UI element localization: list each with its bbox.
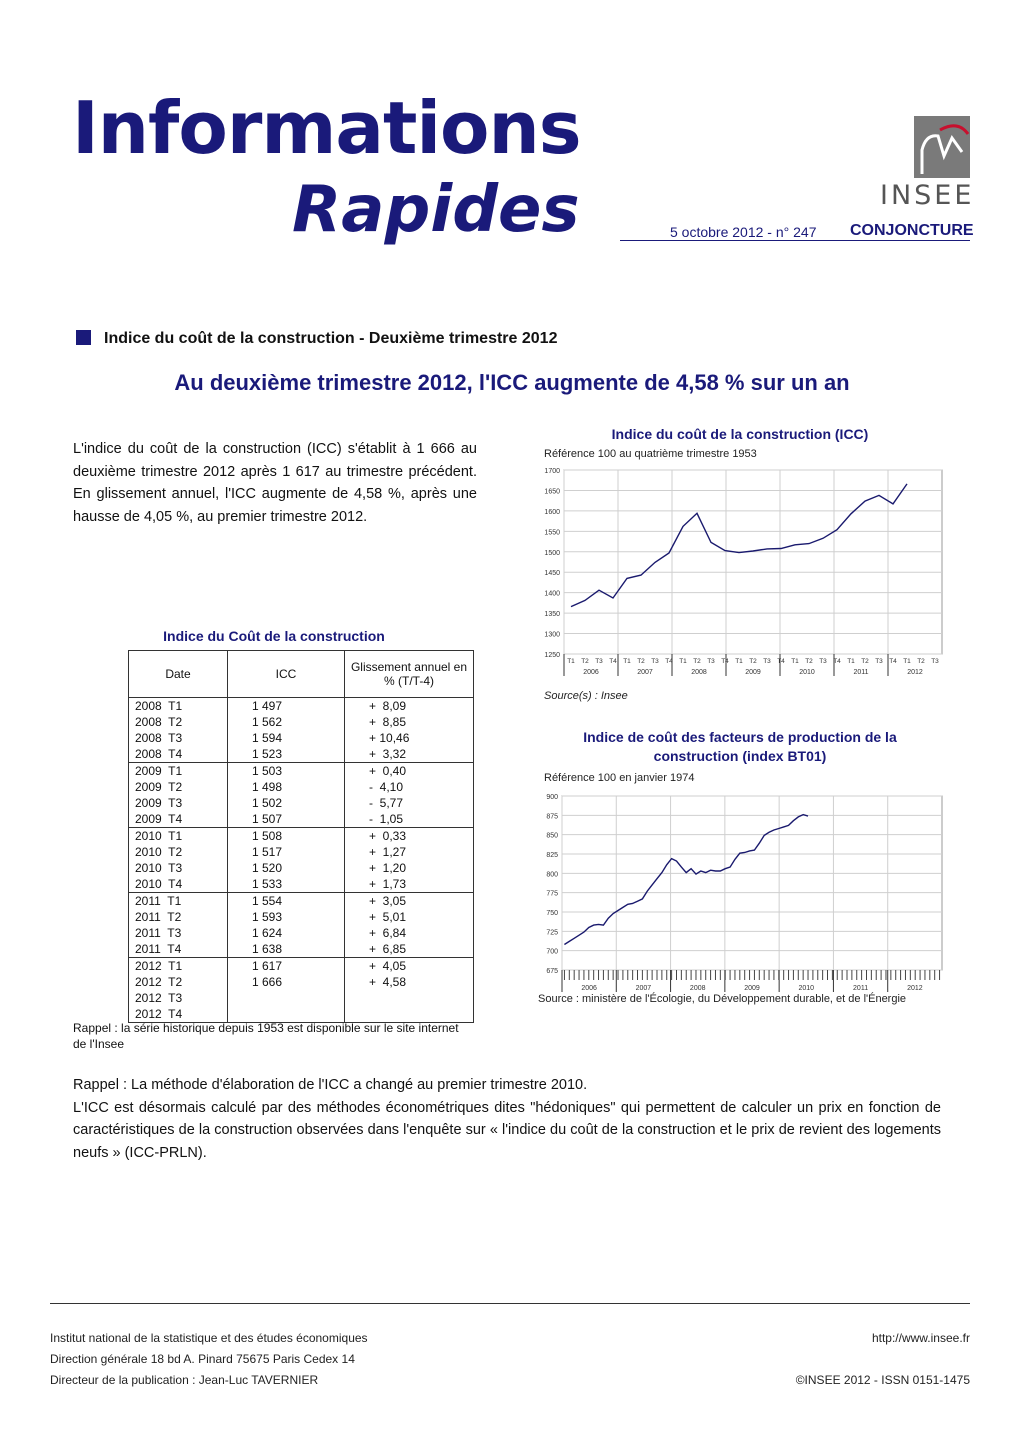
cell-icc-value: 1 554 [252,894,283,908]
table-title: Indice du Coût de la construction [163,628,385,644]
cell-icc-value: 1 507 [252,812,283,826]
publication-subtitle: Rapides [292,173,580,247]
footer-rule [50,1303,970,1304]
table-note: Rappel : la série historique depuis 1953 est disponible sur le site internet de l'Insee [73,1021,459,1051]
quarter-label: T1 [567,658,575,665]
quarter-label: T4 [609,658,617,665]
cell-glissement-value: + 8,09 [369,699,407,713]
cell-date-value: 2009 T1 [135,764,183,778]
year-label: 2006 [583,669,599,676]
year-label: 2007 [637,669,653,676]
quarter-label: T3 [819,658,827,665]
cell-glissement [345,893,474,958]
cell-icc [228,828,345,893]
cell-date [129,828,228,893]
quarter-label: T2 [861,658,869,665]
quarter-label: T2 [917,658,925,665]
cell-icc [228,763,345,828]
y-tick-label: 875 [546,813,558,821]
plot-area [562,796,942,970]
cell-icc-value: 1 533 [252,877,283,891]
cell-date-value: 2010 T3 [135,861,183,875]
y-tick-label: 1350 [544,611,560,619]
y-tick-label: 1650 [544,488,560,496]
cell-glissement [345,958,474,1023]
year-label: 2008 [689,985,706,992]
cell-glissement-value: + 1,73 [369,877,407,891]
bullet-square-icon [76,330,91,345]
quarter-label: T4 [777,658,785,665]
bt01-line-chart [530,788,950,994]
y-tick-label: 1500 [544,549,560,557]
y-tick-label: 1250 [544,652,560,659]
year-label: 2010 [799,669,815,676]
insee-logo-icon [914,116,970,178]
y-tick-label: 1550 [544,529,560,537]
cell-date-value: 2010 T1 [135,829,183,843]
bt01-chart-subtitle: Référence 100 en janvier 1974 [544,772,695,784]
year-label: 2012 [907,985,923,992]
cell-icc [228,958,345,1023]
cell-date-value: 2012 T4 [135,1007,183,1021]
cell-glissement-value: + 8,85 [369,715,407,729]
icc-line-chart [530,462,950,684]
footer-copyright: ©INSEE 2012 - ISSN 0151-1475 [795,1373,970,1387]
y-tick-label: 775 [546,890,558,898]
publication-title: Informations [72,86,581,170]
cell-glissement-value: + 0,33 [369,829,407,843]
table-row [129,763,474,828]
cell-date-value: 2009 T3 [135,796,183,810]
footer-url[interactable]: http://www.insee.fr [871,1331,970,1345]
cell-date-value: 2012 T3 [135,991,183,1005]
cell-glissement-value: + 3,05 [369,894,407,908]
cell-date-value: 2010 T2 [135,845,183,859]
cell-glissement-value [369,990,473,1006]
icc-chart-subtitle: Référence 100 au quatrième trimestre 1953 [544,448,757,460]
quarter-label: T3 [707,658,715,665]
cell-icc-value: 1 497 [252,699,283,713]
year-label: 2008 [691,669,707,676]
insee-brand: INSEE [880,180,975,211]
y-tick-label: 700 [546,948,558,956]
y-tick-label: 750 [546,910,558,917]
cell-date-value: 2008 T1 [135,699,183,713]
footer-institute: Institut national de la statistique et des études économiques [50,1331,368,1345]
year-label: 2011 [853,669,869,676]
year-label: 2009 [745,669,761,676]
y-tick-label: 675 [546,968,558,975]
cell-icc-value: 1 617 [252,959,283,973]
y-tick-label: 825 [546,852,558,859]
cell-glissement-value: + 0,40 [369,764,407,778]
header-glissement: Glissement annuel en % (T/T-4) [345,651,474,698]
cell-icc-value: 1 638 [252,942,283,956]
quarter-label: T2 [749,658,757,665]
cell-glissement-value: - 1,05 [369,812,404,826]
cell-glissement-value: + 4,58 [369,975,407,989]
quarter-label: T3 [763,658,771,665]
table-row [129,893,474,958]
cell-icc-value: 1 508 [252,829,283,843]
bt01-chart-title: Indice de coût des facteurs de production de la construction (index BT01) [583,729,897,764]
footer-director: Directeur de la publication : Jean-Luc TAVERNIER [50,1373,319,1387]
cell-glissement-value: - 4,10 [369,780,404,794]
quarter-label: T3 [651,658,659,665]
quarter-label: T1 [847,658,855,665]
y-tick-label: 1400 [544,590,560,598]
quarter-label: T1 [791,658,799,665]
cell-icc-value: 1 520 [252,861,283,875]
quarter-label: T1 [735,658,743,665]
year-label: 2009 [744,985,760,992]
cell-date-value: 2012 T2 [135,975,183,989]
y-tick-label: 1700 [544,468,560,475]
cell-date-value: 2009 T4 [135,812,183,826]
cell-glissement-value: - 5,77 [369,796,404,810]
y-tick-label: 1600 [544,508,560,516]
y-tick-label: 900 [546,794,558,801]
cell-date [129,893,228,958]
cell-date-value: 2011 T1 [135,894,182,908]
cell-date-value: 2009 T2 [135,780,183,794]
cell-icc-value: 1 523 [252,747,283,761]
section-label: CONJONCTURE [850,222,974,239]
year-label: 2006 [581,985,597,992]
y-tick-label: 725 [546,929,558,937]
cell-icc [228,698,345,763]
quarter-label: T4 [665,658,673,665]
header-icc: ICC [228,651,345,698]
cell-glissement [345,828,474,893]
footer-address [50,1328,368,1391]
y-tick-label: 1450 [544,570,560,578]
quarter-label: T2 [693,658,701,665]
cell-date-value: 2008 T3 [135,731,183,745]
cell-glissement [345,763,474,828]
issue-date: 5 octobre 2012 - n° 247 [670,224,817,240]
quarter-label: T1 [623,658,631,665]
cell-date-value: 2012 T1 [135,959,183,973]
cell-date-value: 2011 T2 [135,910,182,924]
footer-right [796,1328,970,1391]
cell-icc-value: 1 517 [252,845,283,859]
footer-direction: Direction générale 18 bd A. Pinard 75675 Paris Cedex 14 [50,1352,355,1366]
method-note-line2: L'ICC est désormais calculé par des méthodes économétriques dites "hédoniques" qui permettent de calculer un prix en fonction de caractéristiques de la construction observées dans l'enquête sur « l'indice du coût de la construction et le prix de revient des logements neufs » (ICC-PRLN). [73,1099,941,1161]
cell-date [129,763,228,828]
quarter-label: T3 [931,658,939,665]
year-label: 2011 [853,985,869,992]
year-label: 2012 [907,669,923,676]
cell-glissement-value: + 1,27 [369,845,407,859]
method-note [73,1074,941,1164]
cell-glissement-value: + 1,20 [369,861,407,875]
cell-icc-value: 1 594 [252,731,283,745]
cell-icc-value [252,990,344,1006]
quarter-label: T2 [581,658,589,665]
cell-date [129,698,228,763]
icc-table [128,650,474,1023]
quarter-label: T1 [679,658,687,665]
quarter-label: T4 [721,658,729,665]
quarter-label: T2 [637,658,645,665]
cell-glissement-value: + 6,85 [369,942,407,956]
bt01-chart-source: Source : ministère de l'Écologie, du Développement durable, et de l'Énergie [538,993,907,1005]
cell-glissement-value: + 6,84 [369,926,407,940]
method-note-line1: Rappel : La méthode d'élaboration de l'ICC a changé au premier trimestre 2010. [73,1077,588,1093]
plot-area [564,470,942,654]
cell-icc-value: 1 624 [252,926,283,940]
quarter-label: T3 [595,658,603,665]
table-row [129,958,474,1023]
y-tick-label: 800 [546,871,558,879]
quarter-label: T3 [875,658,883,665]
year-label: 2010 [798,985,815,992]
quarter-label: T1 [903,658,911,665]
cell-date [129,958,228,1023]
quarter-label: T4 [833,658,841,665]
cell-date-value: 2008 T4 [135,747,183,761]
cell-date-value: 2008 T2 [135,715,183,729]
cell-icc [228,893,345,958]
cell-glissement-value: + 5,01 [369,910,407,924]
intro-paragraph: L'indice du coût de la construction (ICC) s'établit à 1 666 au deuxième trimestre 2012 après 1 617 au trimestre précédent. En glissement annuel, l'ICC augmente de 4,58 %, après une hausse de 4,05 %, au premier trimestre 2012. [73,441,477,525]
cell-glissement-value: + 10,46 [369,731,410,745]
cell-icc-value: 1 503 [252,764,283,778]
cell-icc-value: 1 593 [252,910,283,924]
cell-glissement-value: + 4,05 [369,959,407,973]
quarter-label: T2 [805,658,813,665]
year-label: 2007 [635,985,652,992]
header-rule [620,240,970,241]
table-row [129,828,474,893]
subheading: Indice du coût de la construction - Deuxième trimestre 2012 [104,330,558,347]
icc-chart-title: Indice du coût de la construction (ICC) [611,426,869,442]
quarter-label: T4 [889,658,897,665]
cell-icc-value: 1 502 [252,796,283,810]
table-row [129,698,474,763]
icc-chart-source: Source(s) : Insee [544,690,628,702]
header-date: Date [129,651,228,698]
cell-glissement-value: + 3,32 [369,747,407,761]
cell-date-value: 2010 T4 [135,877,183,891]
cell-date-value: 2011 T4 [135,942,182,956]
cell-date-value: 2011 T3 [135,926,182,940]
cell-icc-value: 1 666 [252,975,283,989]
cell-icc-value: 1 562 [252,715,283,729]
y-tick-label: 850 [546,832,558,840]
cell-glissement [345,698,474,763]
cell-icc-value: 1 498 [252,780,283,794]
y-tick-label: 1300 [544,631,560,639]
headline: Au deuxième trimestre 2012, l'ICC augmente de 4,58 % sur un an [174,370,850,395]
